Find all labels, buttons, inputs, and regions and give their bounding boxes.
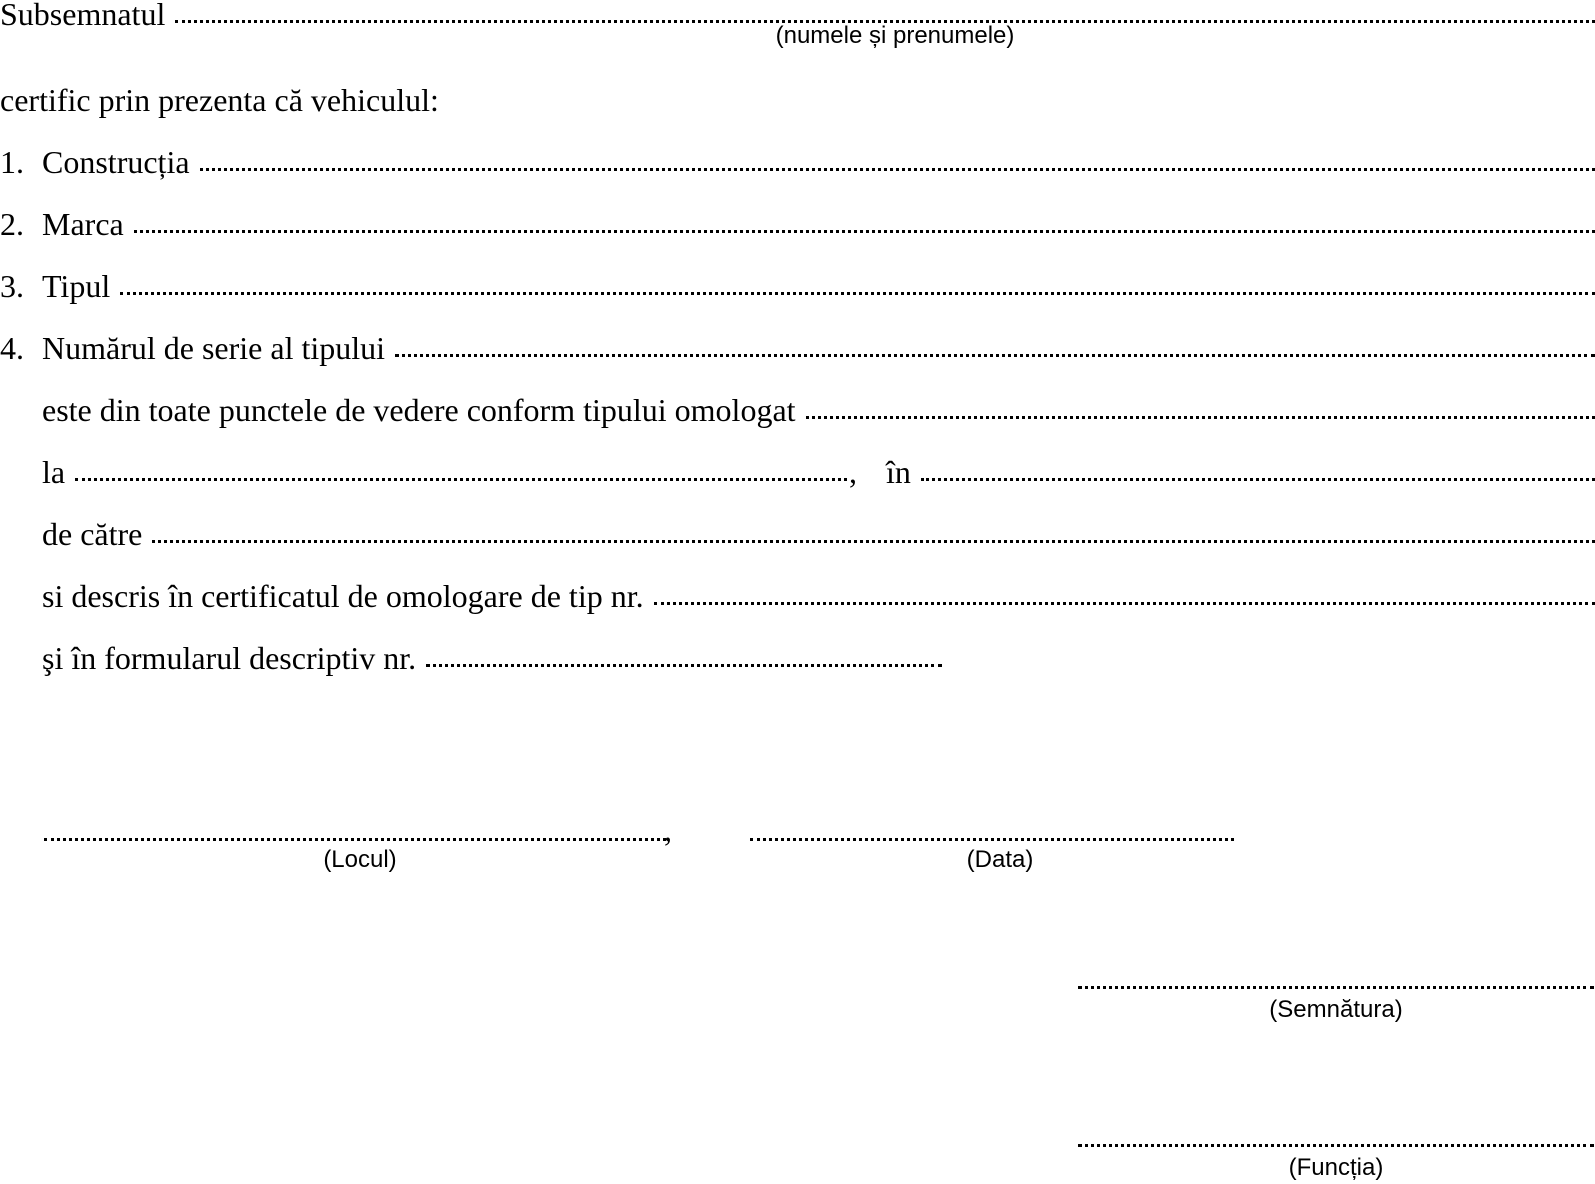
numar-serie-fill-line[interactable] bbox=[395, 354, 1595, 357]
date-caption: (Data) bbox=[966, 846, 1034, 873]
name-caption: (numele și prenumele) bbox=[775, 22, 1015, 49]
item-number: 2. bbox=[0, 206, 24, 242]
certificate-number-fill-line[interactable] bbox=[654, 602, 1595, 605]
item-label: Numărul de serie al tipului bbox=[42, 330, 386, 366]
de-catre-label: de către bbox=[42, 516, 143, 552]
intro-text: certific prin prezenta că vehiculul: bbox=[0, 82, 439, 118]
item-number: 1. bbox=[0, 144, 24, 180]
form-label: şi în formularul descriptiv nr. bbox=[42, 640, 417, 676]
certificate-row bbox=[42, 576, 1595, 616]
item-constructia bbox=[0, 142, 1595, 182]
certificate-label: si descris în certificatul de omologare de tip nr. bbox=[42, 578, 644, 614]
constructia-fill-line[interactable] bbox=[200, 168, 1595, 171]
item-label: Tipul bbox=[42, 268, 111, 304]
item-number: 4. bbox=[0, 330, 24, 366]
form-number-fill-line[interactable] bbox=[426, 664, 942, 667]
item-numar-serie bbox=[0, 328, 1595, 368]
signature-fill-line[interactable] bbox=[1078, 986, 1594, 989]
signature-caption: (Semnătura) bbox=[1269, 996, 1403, 1023]
date-fill-line[interactable] bbox=[750, 838, 1234, 841]
item-marca bbox=[0, 204, 1595, 244]
la-fill-line[interactable] bbox=[75, 478, 847, 481]
la-label: la bbox=[42, 454, 66, 490]
place-fill-line[interactable] bbox=[44, 838, 666, 841]
la-row bbox=[42, 452, 857, 492]
conform-row bbox=[42, 390, 1595, 430]
la-separator: , bbox=[849, 454, 857, 490]
function-caption: (Funcția) bbox=[1288, 1154, 1384, 1181]
item-label: Marca bbox=[42, 206, 124, 242]
subsemnatul-label: Subsemnatul bbox=[0, 0, 166, 32]
item-label: Construcția bbox=[42, 144, 190, 180]
in-label: în bbox=[886, 454, 911, 490]
item-tipul bbox=[0, 266, 1595, 306]
item-number: 3. bbox=[0, 268, 24, 304]
conform-label: este din toate punctele de vedere conform tipului omologat bbox=[42, 392, 796, 428]
marca-fill-line[interactable] bbox=[134, 230, 1595, 233]
de-catre-row bbox=[42, 514, 1595, 554]
tip-omologat-fill-line[interactable] bbox=[806, 416, 1595, 419]
form-row bbox=[42, 638, 942, 678]
tipul-fill-line[interactable] bbox=[120, 292, 1595, 295]
in-fill-line[interactable] bbox=[921, 478, 1595, 481]
place-separator: , bbox=[664, 812, 672, 848]
in-row bbox=[886, 452, 1595, 492]
place-caption: (Locul) bbox=[323, 846, 397, 873]
function-fill-line[interactable] bbox=[1078, 1144, 1594, 1147]
de-catre-fill-line[interactable] bbox=[152, 540, 1595, 543]
